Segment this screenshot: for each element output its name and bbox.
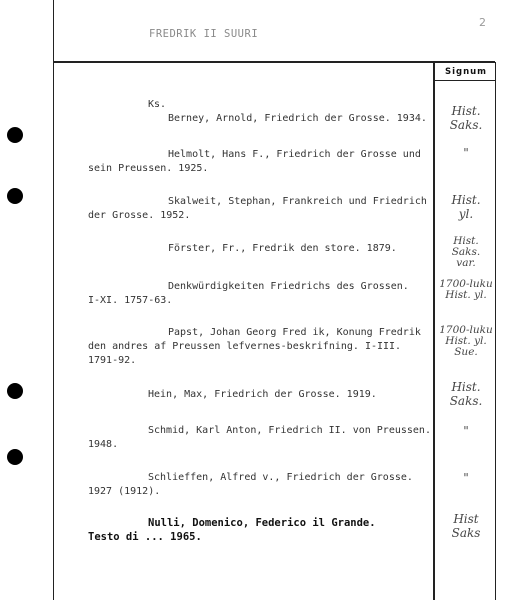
bibliographic-entry [88, 424, 431, 452]
bibliographic-entry [88, 471, 413, 499]
handwritten-signum: " [463, 471, 469, 485]
page-number: 2 [479, 16, 486, 29]
entry-line: Helmolt, Hans F., Friedrich der Grosse und [168, 149, 421, 160]
entry-line: Denkwürdigkeiten Friedrichs des Grossen. [168, 281, 409, 292]
handwritten-signum: " [463, 424, 469, 438]
entry-line: Schlieffen, Alfred v., Friedrich der Grosse. [148, 472, 413, 483]
entry-line: I-XI. 1757-63. [88, 295, 173, 306]
bibliographic-entry [88, 280, 409, 308]
bibliographic-entry [88, 516, 376, 544]
margin-rule [53, 0, 54, 600]
see-also-note: Ks. [148, 99, 167, 110]
punch-hole [7, 188, 23, 204]
handwritten-signum: Hist. Saks. [449, 104, 483, 132]
entry-line: der Grosse. 1952. [88, 210, 191, 221]
handwritten-signum: Hist. Saks. var. [451, 235, 481, 269]
entry-line: Nulli, Domenico, Federico il Grande. [148, 517, 376, 529]
bibliographic-entry [88, 326, 421, 368]
card-heading: FREDRIK II SUURI [149, 28, 259, 40]
punch-hole [7, 127, 23, 143]
entry-line: 1948. [88, 439, 119, 450]
entry-line: sein Preussen. 1925. [88, 163, 209, 174]
bibliographic-entry: Berney, Arnold, Friedrich der Grosse. 1934. [168, 113, 427, 124]
signum-header-rule [434, 80, 496, 81]
entry-line: 1791-92. [88, 355, 137, 366]
header-rule [53, 61, 495, 63]
right-edge-rule [495, 62, 496, 600]
entry-line: Skalweit, Stephan, Frankreich und Friedrich [168, 196, 427, 207]
bibliographic-entry [88, 195, 427, 223]
handwritten-signum: 1700-luku Hist. yl. [439, 278, 493, 301]
entry-line: Testo di ... 1965. [88, 531, 202, 543]
handwritten-signum: Hist Saks [451, 512, 481, 540]
bibliographic-entry: Hein, Max, Friedrich der Grosse. 1919. [148, 389, 377, 400]
handwritten-signum: Hist. yl. [451, 193, 481, 221]
handwritten-signum: 1700-luku Hist. yl. Sue. [439, 324, 493, 358]
punch-hole [7, 449, 23, 465]
bibliographic-entry: Förster, Fr., Fredrik den store. 1879. [168, 243, 397, 254]
handwritten-signum: Hist. Saks. [449, 380, 483, 408]
entry-line: Papst, Johan Georg Fred ik, Konung Fredrik [168, 327, 421, 338]
bibliographic-entry [88, 148, 421, 176]
punch-hole [7, 383, 23, 399]
entry-line: Schmid, Karl Anton, Friedrich II. von Preussen. [148, 425, 431, 436]
signum-column-rule [433, 62, 435, 600]
signum-column-header: Signum [444, 67, 488, 77]
handwritten-signum: " [463, 146, 469, 160]
entry-line: den andres af Preussen lefvernes-beskrifning. I-III. [88, 341, 402, 352]
entry-line: 1927 (1912). [88, 486, 161, 497]
